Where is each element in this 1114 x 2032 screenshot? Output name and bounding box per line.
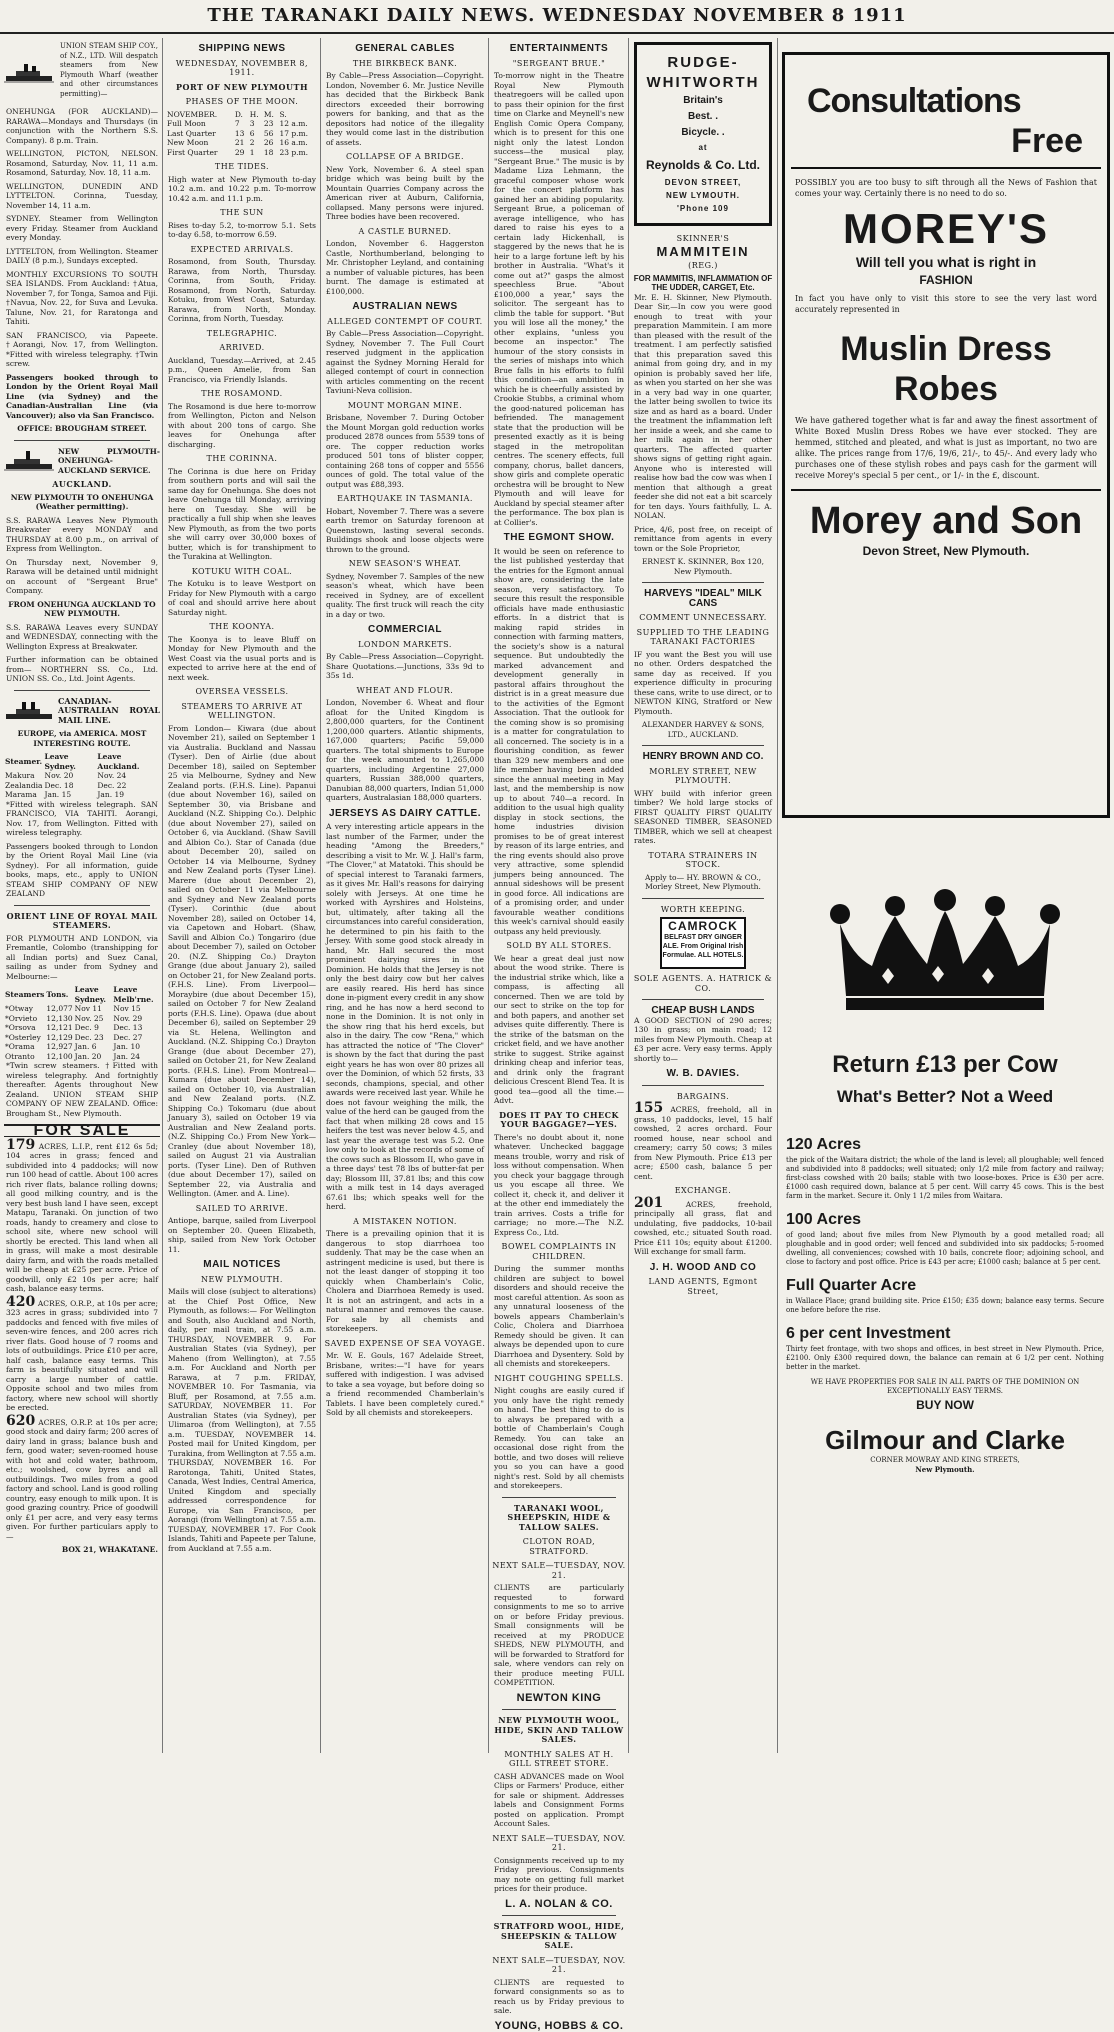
table-row: *Orvieto 12,130 Nov. 25 Nov. 29	[5, 1013, 143, 1023]
table-row: Makura Nov. 20 Nov. 24	[5, 771, 127, 780]
further-text: Further information can be obtained from— NORTHERN SS. Co., Ltd. UNION SS. Co., Ltd. Joint Agents.	[6, 655, 158, 683]
sale-box: BOX 21, WHAKATANE.	[61, 1545, 158, 1554]
tides-heading: THE TIDES.	[214, 162, 270, 171]
masthead: THE TARANAKI DAILY NEWS. WEDNESDAY NOVEMBER 8 1911	[0, 0, 1114, 34]
kotuku-text: The Kotuku is to leave Westport on Friday for New Plymouth with a cargo of coal and should arrive here about Saturday night.	[168, 579, 316, 617]
strat-next: NEXT SALE—TUESDAY, NOV. 21.	[492, 1955, 626, 1974]
table-row: *Osterley 12,129 Dec. 23 Dec. 27	[5, 1032, 143, 1042]
baggage-text: There's no doubt about it, none whatever. Unchecked baggage means trouble, worry and risk of loss without compensation. When you check your baggage through us you escape all three. We collect it, check it, and deliver it at the other end immediately the train arrives. Costs a trifle for carriage; no more.—The N.Z. Express Co., Ltd.	[494, 1132, 624, 1237]
morgan-heading: MOUNT MORGAN MINE.	[347, 400, 463, 410]
camrock-agents: SOLE AGENTS. A. HATRICK & CO.	[633, 974, 773, 993]
steamship-icon	[4, 700, 54, 722]
mammitein-price: Price, 4/6, post free, on receipt of remittance from agents in every town or the Sole Proprietor,	[634, 524, 772, 553]
harvey-title: HARVEYS "IDEAL" MILK CANS	[644, 588, 762, 609]
listing-text: the pick of the Waitara district; the whole of the land is level; all ploughable; well fenced and subdivided into 8 paddocks; well situated; only 1/2 mile from factory and railway; first-class cowshed with 20 bails; stable with two loose-boxes. Price is £30 per acre. £1000 cash required down, balance at 5 per cent. Will carry 45 cows. This is the best farm in the market. Secure it. Only 1 1/2 miles from Waitara.	[786, 1156, 1104, 1200]
notion-heading: A MISTAKEN NOTION.	[353, 1216, 457, 1226]
commercial-heading: COMMERCIAL	[368, 624, 442, 635]
office-text: OFFICE: BROUGHAM STREET.	[17, 424, 147, 433]
bridge-text: New York, November 6. A steel span bridge which was being built by the Mountain Quarries Company across the American river at Auburn, California, collapsed. Many persons were injured. Three bodies have been recovered.	[326, 164, 484, 221]
wool-sub: CLOTON ROAD, STRATFORD.	[522, 1537, 596, 1556]
moon-table: NOVEMBER. D. H. M. S. Full Moon 7 3 23 12 a.m. Last Quarter 13 6 56 17 p.m. New Moon 21 2 26 16 a.m. First Quarter 29 1 18 23 p.m.	[166, 110, 318, 158]
sailed-text: Antiope, barque, sailed from Liverpool on September 20. Queen Elizabeth, ship, sailed from New York October 11.	[168, 1216, 316, 1254]
column-shipping-ads	[4, 38, 160, 1753]
totara-text: TOTARA STRAINERS IN STOCK.	[648, 850, 758, 869]
mail-text: Mails will close (subject to alterations) at the Chief Post Office, New Plymouth, as follows:— For Wellington and South, also Auckland and North, daily, per mail train, at 7.55 a.m. THURSDAY, NOVEMBER 9. For Australian States (via Sydney), per Maheno (from Wellington), at 7.55 a.m. For Auckland and North per Rarawa, at 7 p.m. FRIDAY, NOVEMBER 10. For Tasmania, via Bluff, per Rosamond, at 7.55 a.m. SATURDAY, NOVEMBER 11. For Australian States (via Sydney), per Ulimaroa (from Wellington), at 7.55 a.m. TUESDAY, NOVEMBER 14. Posted mail for United Kingdom, per Turakina, from Wellington at 7.55 a.m. THURSDAY, NOVEMBER 16. For Rarotonga, Tahiti, United States, Canada, West Indies, Central America, United Kingdom and specially addressed correspondence for Europe, via San Francisco, per Aorangi (from Wellington) at 7.55 a.m. TUESDAY, NOVEMBER 17. For Cook Islands, Tahiti and Papeete per Talune, from Auckland at 7.55 a.m.	[168, 1287, 317, 1553]
rw-line: Bicycle. .	[681, 127, 725, 138]
column-rule	[777, 38, 778, 1753]
arrived-text: Auckland, Tuesday.—Arrived, at 2.45 p.m., Queen Amelie, from San Francisco, via Friendly Islands.	[168, 355, 316, 384]
canadian-block	[4, 697, 160, 726]
orient-title: ORIENT LINE OF ROYAL MAIL STEAMERS.	[6, 910, 158, 930]
rarawa-text: S.S. RARAWA Leaves New Plymouth Breakwater every MONDAY and THURSDAY at 8.00 p.m., on arrival of Express from Wellington.	[6, 515, 158, 553]
wellington-text: WELLINGTON, PICTON, NELSON. Rosamond, Saturday, Nov. 11, 11 a.m. Rosamond, Saturday, Nov. 18, 11 a.m.	[6, 149, 158, 177]
table-row: Full Moon 7 3 23 12 a.m.	[167, 119, 308, 128]
rw-dealer: Reynolds & Co. Ltd.	[646, 158, 760, 172]
lyttelton-text: LYTTELTON, from Wellington. Steamer DAILY (8 p.m.), Sundays excepted.	[6, 246, 158, 265]
bush-lands-text: A GOOD SECTION of 290 acres; 130 in grass; on main road; 12 miles from New Plymouth. Cheap at £3 per acre. Very easy terms. Apply shortly to—	[634, 1015, 772, 1063]
arrivals-text: Rosamond, from South, Thursday. Rarawa, from North, Thursday. Corinna, from South, Friday. Rosamond, from North, Saturday. Kotuku, from West Coast, Saturday. Rarawa, from North, Monday. Corinna, from North, Tuesday.	[168, 257, 316, 323]
mammitein-proprietor: ERNEST K. SKINNER, Box 120, New Plymouth.	[641, 557, 765, 576]
bargain-number: 155	[634, 1100, 664, 1116]
mammitein-for: FOR MAMMITIS, INFLAMMATION OF THE UDDER, CARGET, Etc.	[633, 273, 773, 292]
rw-address: NEW LYMOUTH.	[666, 191, 740, 200]
cough-heading: NIGHT COUGHING SPELLS.	[494, 1373, 624, 1383]
egmont-heading: THE EGMONT SHOW.	[503, 532, 615, 543]
gathered-text: We have gathered together what is far and away the finest assortment of White Boxed Muslin Dress Robes we have ever stocked. They are hemmed, stitched and pleated, and what is just as important, no two are alike. The prices range from 17/6, 19/6, 21/-, to 45/-. And every lady who purchases one of these stylish robes and pays cash for the garment will receive Morey's special 5 per cent., or 1/- in the £, discount.	[795, 416, 1097, 480]
orient-table: Steamers Tons. Leave Sydney. Leave Melb'rne. *Otway 12,077 Nov 11 Nov 15 *Orvieto 12,130 Nov. 25 Nov. 29 *Orsova 12,121 Dec. 9 Dec. 13 *Osterley 12,129 Dec. 23 Dec. 27 *Orama 12,927 Jan. 6 Jan. 10 Otranto 12,100 Jan. 20 Jan. 24	[4, 985, 160, 1061]
column-ads	[632, 38, 774, 1753]
general-cables-heading: GENERAL CABLES	[355, 43, 455, 54]
tides-text: High water at New Plymouth to-day 10.2 a.m. and 10.22 p.m. To-morrow 10.42 a.m. and 11.1 p.m.	[168, 174, 316, 203]
canadian-pass: Passengers booked through to London by the Orient Royal Mail Line (via Sydney). For all information, guide books, maps, etc., apply to UNION STEAM SHIP COMPANY OF NEW ZEALAND	[6, 841, 158, 898]
koonya-text: The Koonya is to leave Bluff on Monday for New Plymouth and the West Coast via the usual ports and is expected to arrive here at the end of next week.	[168, 634, 316, 682]
canadian-title: CANADIAN-AUSTRALIAN ROYAL MAIL LINE.	[58, 695, 160, 725]
castle-text: London, November 6. Haggerston Castle, Northumberland, belonging to Mr. Christopher Leyland, and containing a number of valuable pictures, has been burnt. The damage is estimated at £100,000.	[326, 239, 484, 296]
oversea-sub: STEAMERS TO ARRIVE AT WELLINGTON.	[181, 701, 303, 720]
dateline: WEDNESDAY, NOVEMBER 8, 1911.	[175, 58, 309, 77]
bargain-number: 201	[634, 1194, 664, 1211]
brue-heading: "SERGEANT BRUE."	[512, 58, 606, 68]
column-display-ads	[782, 38, 1108, 1753]
listing-text: of good land; about five miles from New Plymouth by a good metalled road; all ploughable and in good order; well fenced and subdivided into six paddocks; 5-roomed dwelling, all conveniences; cowshed with 10 bails, concrete floor; adjoining school, and close to factory and post office. Price is £43 per acre; £1000 cash; balance at 5 per cent.	[786, 1231, 1104, 1266]
table-row: Marama Jan. 15 Jan. 19	[5, 790, 125, 799]
steamship-icon	[4, 450, 54, 472]
bush-lands-title: CHEAP BUSH LANDS	[651, 1005, 755, 1016]
egmont-text: It would be seen on reference to the list published yesterday that the entries for the Egmont annual show are, considering the late season, very satisfactory. To secure this result the responsible officials have made enthusiastic efforts. In a district that is making rapid strides in connection with farming matters, the society's show is a natural sequence. But undoubtedly the marked advancement and development generally in pastoral affairs throughout the district is in a great measure due to the activities of the Egmont Association. That the outlook for the coming show is so promising is a matter for congratulation to all concerned. The society is in a flourishing condition, as fewer than 329 new members and one life member having been added since the annual meeting in May last, and the membership is now up to about 740—a record. In addition to the usual high quality display in stock sections, the home industries division promises to be of great interest by reason of its large entries, and the ring events should also prove very attractive, some splendid jumpers being announced. The annual sideshows will be present in good force. All indications are of a promising order, and under favourable weather conditions this week's carnival should easily outpass any held previously.	[494, 546, 624, 936]
contempt-text: By Cable—Press Association—Copyright. Sydney, November 7. The Full Court reserved judgment in the application against the Sydney Morning Herald for alleged contempt of court in connection with articles commenting on the recent Taviuni-Neva collision.	[326, 329, 484, 395]
quake-text: Hobart, November 7. There was a severe earth tremor on Saturday forenoon at Queenstown, lasting several seconds. Buildings shook and loose objects were thrown to the ground.	[326, 506, 484, 554]
wool-heading: TARANAKI WOOL, SHEEPSKIN, HIDE & TALLOW SALES.	[507, 1502, 611, 1532]
sun-text: Rises to-day 5.2, to-morrow 5.1. Sets to-day 6.58, to-morrow 6.59.	[168, 220, 316, 239]
sale-420-text: ACRES, O.R.P., at 10s per acre; 323 acres in grass; subdivided into 7 paddocks and fenced with five miles of seven-wire fences, and 200 acres rich river flats. Good house of 7 rooms and lots of outbuildings. Price £10 per acre, half cash, balance easy terms. This farm is beautifully situated and will carry a large number of cattle. Opposite school and two miles from factory, where new school will shortly be erected.	[6, 1298, 159, 1412]
mail-sub: NEW PLYMOUTH.	[201, 1274, 283, 1284]
bargain-155-text: ACRES, freehold, all in grass, 10 paddocks, level, 15 half cowshed, 2 acres orchard. Four roomed house, near school and creamery; carry 50 cows; 3 miles from New Plymouth. Price £13 per acre; £500 cash, balance 5 per cent.	[634, 1105, 772, 1181]
np-onehunga-title: NEW PLYMOUTH-ONEHUNGA-AUCKLAND SERVICE.	[58, 446, 160, 475]
arrivals-heading: EXPECTED ARRIVALS.	[190, 244, 294, 254]
table-row: Otranto 12,100 Jan. 20 Jan. 24	[5, 1051, 140, 1061]
devon-street: Devon Street, New Plymouth.	[862, 544, 1030, 558]
shipping-news-heading: SHIPPING NEWS	[198, 43, 286, 54]
for-sale-heading: FOR SALE	[4, 1124, 160, 1137]
muslin-title: Muslin Dress Robes	[840, 330, 1052, 408]
union-intro: UNION STEAM SHIP COY., of N.Z., LTD. Will despatch steamers from New Plymouth Wharf (weather and other circumstances permitting)—	[60, 42, 158, 98]
strat-heading: STRATFORD WOOL, HIDE, SHEEPSKIN & TALLOW SALE.	[493, 1921, 625, 1950]
table-row: *Orama 12,927 Jan. 6 Jan. 10	[5, 1042, 140, 1051]
morey-ad	[782, 52, 1110, 818]
baggage-heading: DOES IT PAY TO CHECK YOUR BAGGAGE?—YES.	[499, 1109, 619, 1129]
seasick-heading: SAVED EXPENSE OF SEA VOYAGE.	[324, 1338, 486, 1348]
nolan-name: L. A. NOLAN & CO.	[505, 1897, 613, 1910]
listing-title: 100 Acres	[786, 1211, 862, 1228]
free-title: Free	[1011, 122, 1083, 160]
port-heading: PORT OF NEW PLYMOUTH	[176, 81, 308, 92]
arrived-heading: ARRIVED.	[219, 343, 265, 352]
castle-heading: A CASTLE BURNED.	[358, 226, 452, 236]
fashion-text: FASHION	[919, 273, 973, 287]
cough-text: Night coughs are easily cured if you only have the right remedy on hand. The best thing to do is to always be prepared with a bottle of Chamberlain's Cough Remedy. You can take an occasional dose right from the bottle, and two doses will relieve you so you can have a good night's rest. Sold by all chemists and storekeepers.	[494, 1386, 624, 1490]
henry-brown-address: MORLEY STREET, NEW PLYMOUTH.	[649, 766, 757, 785]
rarawa-note: On Thursday next, November 9, Rarawa will be detained until midnight on account of "Sergeant Brue" Company.	[6, 557, 158, 595]
mail-notices-heading: MAIL NOTICES	[203, 1259, 281, 1270]
gilmour-listings	[786, 1126, 1104, 1474]
wheat-flour-heading: WHEAT AND FLOUR.	[356, 685, 454, 695]
table-row: *Otway 12,077 Nov 11 Nov 15	[5, 1004, 141, 1013]
jerseys-text: A very interesting article appears in the last number of the Farmer, under the heading "Among the Breeders," describing a visit to Mr. W. J. Hall's farm, "The Clover," at Matatoki. This should be of special interest to Taranaki farmers, as it gives Mr. Hall's reasons for dairying solely with Jerseys. At one time he worked with Ayrshires and Holsteins, but, ultimately, after taking all the circumstances into careful consideration, he determined to pin his faith to the Jersey. With some good stock already in hand, Mr. Hall secured the most prominent dairying sires in the Dominion. He holds that the Jersey is not only the best dairy cow but her calves are easily reared. His herd has since done in-pigment every credit in any show ring, and he has now a herd second to none in the Dominion. It is not only in the show ring that his herd excels, but also in the dairy. The cow "Rena," which has attracted the notice of "The Clover" is shown by the fact that during the past eight years he has won over 80 prizes all over the Dominion, of which 52 firsts, 33 seconds, champions, special, and other awards were received last year. While he does not favour weighing the milk, the value of the herd can be gauged from the fact that when milking 28 cows and 15 heifers the test was never below 4.5, and last year the average test was 5.2. One low only to look at the records of some of the cows such as Blossom II, who gave in a three days' test 78 lbs of butter-fat per day; Blossom III, 37.81 lbs; and this cow with a milk test in 14 days averaged 67.61 lbs; which speaks well for the herd.	[326, 822, 484, 1211]
sale-620-text: ACRES, O.R.P. at 10s per acre; good stock and dairy farm; 200 acres of dairy land in grass; balance bush and fern, good water; seven-roomed house with hot and cold water, bathroom, etc.; woolshed, cow byres and all outbuildings. Two miles from a good factory and school. Land is good rolling country, easy enough to milk upon. It is good grazing country. Price of goodwill only £1 per acre, and very easy terms given. For further particulars apply to—	[6, 1417, 158, 1541]
table-row: Zealandia Dec. 18 Dec. 22	[5, 780, 127, 790]
sale-number: 420	[6, 1293, 36, 1310]
rosamond-heading: THE ROSAMOND.	[201, 389, 283, 398]
sun-heading: THE SUN	[220, 208, 264, 217]
table-row: New Moon 21 2 26 16 a.m.	[167, 138, 308, 147]
koonya-heading: THE KOONYA.	[209, 622, 275, 631]
jerseys-heading: JERSEYS AS DAIRY CATTLE.	[328, 807, 482, 819]
oversea-text: From London— Kiwara (due about November 21), sailed on September 1 via Australia. Buckland and Nassau (Tyser). Den of Airlie (due about December 18), sailed on September 25 via Melbourne, Sydney and New Zealand ports. (F.H.S. Line). Papanui (due about November 16), sailed on September 30, via Brisbane and Auckland (N.Z. Shipping Co.). Delphic (due about November 27), sailed on October 6, via Auckland. (Shaw Savill and Albion Co.). Star of Canada (due about December 20), sailed on October 14 via Melbourne, Sydney and New Zealand ports (Tyser Line). Marere (due about December 2), sailed on October 11 via Melbourne and Sydney and New Zealand ports (Tyser). Corinthic (due about November 28), sailed on October 14, via Capetown and Hobart. (Shaw, Savill and Albion Co.) Tongariro (due about December 7), sailed on October 20. (N.Z. Shipping Co.) Drayton Grange (due about January 2), sailed on October 21, for New Zealand ports. (F.H.S. Line). From Liverpool— Moraybire (due about December 15), sailed on October 7 for New Zealand ports (F.H.S. Line). Opawa (due about December 6), sailed on September 29 via St. Helena, Wellington and Auckland. (N.Z. Shipping Co.) Drayton Grange (due about December 27), sailed on October 21, for New Zealand ports. (F.H.S. Line). From Montreal— Kumara (due about December 14), sailed on October 10, via Australian and New Zealand ports. (N.Z. Shipping Co.) Tokomaru (due about January 3), sailed on October 19 via Australian and New Zealand ports. (N.Z. Shipping Co.) From New York— Cranley (due about November 18), sailed on August 21 via Australian ports. (Tyser Line). Den of Ruthven (due about December 17), sailed on September 22, via Australia and Wellington. (Amer. and A. Line).	[168, 723, 316, 1198]
young-hobbs: YOUNG, HOBBS & CO.	[494, 2019, 624, 2032]
column-shipping-news	[166, 38, 318, 1753]
table-row: Last Quarter 13 6 56 17 p.m.	[167, 128, 309, 138]
rw-address: DEVON STREET,	[664, 178, 742, 187]
harvey-supplied: SUPPLIED TO THE LEADING TARANAKI FACTORIES	[636, 627, 770, 646]
sold-text: We hear a great deal just now about the wood strike. There is the industrial strike which, like a compass, is affecting all concerned. Then we are told by our sect to strike on the top for and both papers, and another set advises quite differently. There is the strike of the batsman on the cricket field, and we have another strike to suggest. Strike against drinking cheap and inferior teas, and drink only the fragrant delicious Crescent Blend Tea. It is good tea—good all the time.—Advt.	[494, 953, 624, 1105]
steamship-icon	[4, 62, 54, 84]
rw-title: RUDGE-WHITWORTH	[646, 54, 760, 91]
phases-heading: PHASES OF THE MOON.	[185, 97, 299, 106]
npwool-sub: MONTHLY SALES AT H. GILL STREET STORE.	[504, 1749, 614, 1768]
listing-text: in Wallace Place; grand building site. Price £150; £35 down; balance easy terms. Secure one before before the rise.	[786, 1297, 1104, 1314]
npwool-text: CASH ADVANCES made on Wool Clips or Farmers' Produce, either for sale or shipment. Addresses labels and Consignment Forms posted on application. Prompt Account Sales.	[494, 1771, 624, 1828]
dunedin-text: WELLINGTON, DUNEDIN AND LYTTELTON. Corinna, Tuesday, November 14, 11 a.m.	[6, 181, 158, 210]
skinner-head: SKINNER'S	[676, 234, 730, 243]
exchange-title: EXCHANGE.	[674, 1186, 732, 1195]
orient-note: *Twin screw steamers. †Fitted with wireless telegraphy. And fortnightly thereafter. Agents throughout New Zealand. UNION STEAM SHIP COMPANY OF NEW ZEALAND. Office: Brougham St., New Plymouth.	[6, 1061, 158, 1118]
australian-news-heading: AUSTRALIAN NEWS	[352, 301, 458, 312]
quake-heading: EARTHQUAKE IN TASMANIA.	[337, 494, 473, 503]
birkbeck-text: By Cable—Press Association—Copyright. London, November 6. Mr. Justice Neville has decided that the Birkbeck Bank directors exceeded their borrowing powers for banking, and that as the depositors had notice of the illegality they would come last in the distribution of assets.	[326, 71, 484, 147]
wheat-text: Sydney, November 7. Samples of the new season's wheat, which have been received in Sydney, are of excellent quality. The first truck will reach the city in a day or two.	[326, 571, 484, 619]
markets-heading: LONDON MARKETS.	[358, 639, 452, 649]
bridge-heading: COLLAPSE OF A BRIDGE.	[345, 152, 465, 161]
np-to-onehunga: NEW PLYMOUTH TO ONEHUNGA (Weather permitting).	[10, 492, 154, 511]
listing-title: Full Quarter Acre	[786, 1277, 917, 1294]
crown-icon	[782, 886, 1108, 1036]
oversea-heading: OVERSEA VESSELS.	[195, 687, 289, 696]
excursions-text: MONTHLY EXCURSIONS TO SOUTH SEA ISLANDS. From Auckland: †Atua, November 7, for Tonga, Samoa and Fiji. †Navua, Nov. 22, for Suva and Levuka. Talune, Nov. 21, for Raratonga and Tahiti.	[6, 269, 158, 326]
bargains-title: BARGAINS.	[676, 1091, 730, 1101]
wheat-heading: NEW SEASON'S WHEAT.	[348, 559, 462, 568]
contempt-heading: ALLEGED CONTEMPT OF COURT.	[327, 316, 483, 326]
listing-title: 6 per cent Investment	[786, 1325, 951, 1342]
column-rule	[488, 38, 489, 1753]
return-per-cow: Return £13 per Cow	[832, 1051, 1058, 1078]
properties-text: WE HAVE PROPERTIES FOR SALE IN ALL PARTS OF THE DOMINION ON EXCEPTIONALLY EASY TERMS.	[810, 1378, 1080, 1395]
markets-text: By Cable—Press Association—Copyright. Share Quotations.—Junctions, 33s 9d to 35s 1d.	[326, 652, 484, 680]
wool-next: NEXT SALE—TUESDAY, NOV. 21.	[492, 1561, 626, 1580]
telegraphic-heading: TELEGRAPHIC.	[206, 328, 278, 338]
hwood-sub: LAND AGENTS, Egmont Street,	[648, 1277, 758, 1296]
sale-number: 179	[6, 1136, 36, 1153]
np-onehunga-sub: AUCKLAND.	[52, 479, 112, 489]
mammitein-letter: Mr. E. H. Skinner, New Plymouth. Dear Sir,—In cow you were good enough to treat with your preparation Mammitein. I am more than pleased with the result of the treatment. I am perfectly satisfied that this preparation saved this animal from going dry, and in my opinion is probably saved her life, as when you started on her she was in a very bad way in one quarter, the latter being swollen to twice its size and as hard as a board. Under the treatment the inflammation left her inside a week, and she came to her milk again in her other quarters. The affected quarter shows signs of getting right again. Anyone who is interested will realise how bad the cow was when I mention that although a great feeder she did not eat a bit scarcely for ten days. Yours faithfully, L. A. NOLAN.	[634, 292, 772, 520]
mammitein-reg: (REG.)	[688, 261, 718, 270]
sailed-heading: SAILED TO ARRIVE.	[195, 1203, 289, 1213]
column-entertainments	[492, 38, 626, 2032]
rw-line: Britain's	[683, 95, 723, 106]
gilmour-town: New Plymouth.	[915, 1465, 975, 1474]
npwool-next: NEXT SALE—TUESDAY, NOV. 21.	[492, 1833, 626, 1852]
brue-text: To-morrow night in the Theatre Royal New Plymouth theatregoers will be called upon to pass their opinion for the first time on Clarke and Meynell's new English Comic Opera Company, which is to present for this one night only the latest London success—the musical play, "Sergeant Brue." The music is by Madame Liza Lehmann, the graceful composer whose work for the concert platform has gained her an abiding popularity. Sergeant Brue, a policeman of average intelligence, who has dared to raise his eyes to a certain lady Hickenhall, is staggered by the news that he is heir to a large fortune left by his brother in Australia. "What's it come out at?" gasps the almost speechless Brue. "About £100,000 a year," says the solicitor. The sergeant has to climb the table for support. "But you will lose all the money," the other explains, "unless you become an inspector." The humour of the story consists in the series of mishaps into which Brue falls in his efforts to fulfil this condition—an ambition in which he is cheerfully assisted by Crookie Stubbs, a criminal whom the good-natured policeman has befriended. The management state that the production will be presented exactly as it is being staged in the metropolitan centres. The scenery effects, full company, chorus, ballet dancers, show girls and complete operatic orchestra will be brought to New Plymouth and will leave for Auckland by special steamer after the performance. The box plan is at Collier's.	[494, 71, 624, 527]
listing-title: 120 Acres	[786, 1136, 862, 1153]
table-row: *Orsova 12,121 Dec. 9 Dec. 13	[5, 1023, 143, 1032]
wool-text: CLIENTS are particularly requested to forward consignments to me so to arrive on or before Friday previous. Small consignments will be received at my PRODUCE SHEDS, NEW PLYMOUTH, and will be forwarded to Stratford for sale, where vendors can rely on their produce meeting FULL COMPETITION.	[494, 1583, 624, 1687]
henry-brown-text: WHY build with inferior green timber? We hold large stocks of FIRST QUALITY FIRST QUALITY SEASONED TIMBER, SEASONED TIMBER, which we sell at cheapest rates.	[634, 788, 772, 845]
sydney-text: SYDNEY. Steamer from Wellington every Friday. Steamer from Auckland every Monday.	[6, 214, 158, 242]
bargain-201-text: ACRES, freehold, principally all grass, flat and undulating, five paddocks, 10-bail cowshed, etc.; situated South road. Price £11 10s; equity about £1200. Will exchange for small farm.	[634, 1199, 772, 1256]
canadian-table: Steamer. Leave Sydney. Leave Auckland. Makura Nov. 20 Nov. 24 Zealandia Dec. 18 Dec. 22 Marama Jan. 15 Jan. 19	[4, 752, 160, 800]
rw-at: at	[698, 143, 708, 152]
birkbeck-heading: THE BIRKBECK BANK.	[352, 58, 458, 68]
newton-king: NEWTON KING	[516, 1691, 602, 1704]
possibly-text: POSSIBLY you are too busy to sift through all the News of Fashion that comes your way. Certainly there is no need to do so.	[795, 178, 1097, 198]
whats-better: What's Better? Not a Weed	[836, 1087, 1054, 1106]
sold-heading: SOLD BY ALL STORES.	[506, 941, 612, 950]
morey-title: MOREY'S	[842, 205, 1049, 252]
canadian-sub: EUROPE, via AMERICA. MOST INTERESTING ROUTE.	[17, 729, 147, 748]
consultations-title: Consultations	[807, 82, 1021, 120]
canadian-note: *Fitted with wireless telegraph. SAN FRANCISCO, VIA TAHITI. Aorangi, Nov. 17, from Wellington. Fitted with wireless telegraphy.	[6, 799, 158, 837]
worth-keeping: WORTH KEEPING.	[660, 904, 746, 914]
buy-now: BUY NOW	[916, 1398, 974, 1412]
bowel-text: During the summer months children are subject to bowel disorders and should receive the most careful attention. As soon as any unnatural looseness of the bowels appears Chamberlain's Colic, Cholera and Diarrhoea Remedy should be given. It can always be depended upon to cure Diarrhoea and Dysentery. Sold by all chemists and storekeepers.	[494, 1264, 624, 1368]
corinna-heading: THE CORINNA.	[206, 454, 278, 463]
camrock-logo	[660, 917, 746, 969]
sf-text: SAN FRANCISCO, via Papeete. †Aorangi, Nov. 17, from Wellington. *Fitted with wireless telegraphy. †Twin screw.	[6, 330, 158, 368]
harvey-company: ALEXANDER HARVEY & SONS, LTD., AUCKLAND.	[641, 720, 765, 739]
kotuku-heading: KOTUKU WITH COAL.	[191, 566, 293, 576]
npwool-heading: NEW PLYMOUTH WOOL, HIDE, SKIN AND TALLOW SALES.	[494, 1715, 624, 1744]
harvey-text: IF you want the Best you will use no other. Orders despatched the same day as received. If you experience difficulty in procuring these cans, write to use direct, or to NEWTON KING, Stratford or New Plymouth.	[634, 649, 772, 716]
rudge-whitworth-ad	[634, 42, 772, 226]
orient-body: FOR PLYMOUTH AND LONDON, via Fremantle, Colombo (transhipping for all Indian ports) and Suez Canal, sailing as under from Sydney and Melbourne:—	[6, 933, 158, 981]
table-row: First Quarter 29 1 18 23 p.m.	[167, 147, 309, 157]
infact-text: In fact you have only to visit this store to see the very last word accurately represented in	[795, 294, 1097, 314]
rarawa2-text: S.S. RARAWA Leaves every SUNDAY and WEDNESDAY, connecting with the Wellington Express at Breakwater.	[6, 622, 158, 651]
wheat-flour-text: London, November 6. Wheat and flour afloat for the United Kingdom is 2,800,000 quarters, for the Continent 1,200,000 quarters. Atlantic shipments, 167,000 quarters; Pacific 59,000 quarters. The total shipments to Europe for the week amounted to 1,265,000 quarters, including Argentine 27,000 quarters, Russian 388,000 quarters, Danubian 88,000 quarters, Indian 51,000 quarters, Australasian 188,000 quarters.	[326, 698, 484, 802]
onehunga-service-block	[4, 447, 160, 476]
henry-brown-title: HENRY BROWN AND CO.	[642, 751, 764, 762]
harvey-sub: COMMENT UNNECESSARY.	[639, 613, 767, 622]
camrock-brand: CAMROCK	[668, 919, 738, 933]
rw-phone: 'Phone 109	[677, 204, 729, 213]
bowel-heading: BOWEL COMPLAINTS IN CHILDREN.	[501, 1242, 617, 1261]
rw-line: Best. .	[687, 111, 718, 122]
morgan-text: Brisbane, November 7. During October the Mount Morgan gold reduction works produced 2878 ounces from 5539 tons of ore. The copper reduction works produced 501 tons of blister copper, containing 268 tons of copper and 5556 ounces of gold. The total value of the output was £88,393.	[326, 413, 484, 489]
gilmour-clarke-title: Gilmour and Clarke	[825, 1425, 1065, 1455]
davies-name: W. B. DAVIES.	[666, 1068, 740, 1079]
sale-number: 620	[6, 1412, 36, 1429]
camrock-text: BELFAST DRY GINGER ALE. From Original Irish Formulae. ALL HOTELS.	[662, 934, 744, 959]
passengers-text: Passengers booked through to London by the Orient Royal Mail Line (via Sydney) and the Canadian-Australian Line (via Vancouver); also via San Francisco.	[6, 372, 158, 420]
column-rule	[628, 38, 629, 1753]
from-onehunga: FROM ONEHUNGA AUCKLAND TO NEW PLYMOUTH.	[8, 599, 156, 618]
column-cables	[324, 38, 486, 1753]
morey-son-title: Morey and Son	[809, 500, 1083, 542]
union-company-block	[4, 42, 160, 103]
rosamond-text: The Rosamond is due here to-morrow from Wellington, Picton and Nelson with about 200 tons of cargo. She leaves for Onehunga after discharging.	[168, 401, 316, 449]
npwool2-text: Consignments received up to my Friday previous. Consignments may note on getting full market prices for their produce.	[494, 1855, 624, 1893]
listing-text: Thirty feet frontage, with two shops and offices, in best street in New Plymouth. Price, £2100. Only £300 required down, the balance can remain at 6 1/2 per cent. Nothing better in the market.	[786, 1345, 1104, 1371]
mammitein-title: MAMMITEIN	[656, 243, 750, 259]
sale-179-text: ACRES, L.I.P., rent £12 6s 5d; 104 acres in grass; fenced and subdivided into 4 paddocks; will now run 100 head of cattle. About 100 acres rich river flats, balance rolling downs; all good milking country, and is the very best bush land I have seen, except Matapu, Taranaki. On junction of two roads, handy to creamery and close to school site, where new school will shortly be erected. This land when all in grass, will make a most desirable dairy farm, and with the roads metalled will be cheap at £25 per acre. Price of goodwill, only £2 10s per acre; half cash, balance easy terms.	[6, 1141, 158, 1293]
entertainments-heading: ENTERTAINMENTS	[509, 43, 609, 54]
hwood-name: J. H. WOOD AND CO	[649, 1261, 757, 1273]
seasick-text: Mr. W. E. Gouls, 167 Adelaide Street, Brisbane, writes:—"I have for years suffered with indigestion. I was advised to take a sea voyage, but before doing so a friend recommended Chamberlain's Tablets. I have been completely cured." Sold by all chemists and storekeepers.	[326, 1351, 484, 1417]
column-rule	[320, 38, 321, 1753]
corinna-text: The Corinna is due here on Friday from southern ports and will sail the same day for Onehunga. She does not leave Onehunga till Monday, arriving here on Tuesday. She will be practically a full ship when she leaves New Plymouth, as from the two ports she will carry over 30,000 boxes of butter, which is for transhipment to the Turakina at Wellington.	[168, 466, 316, 561]
notion-text: There is a prevailing opinion that it is dangerous to stop diarrhoea too suddenly. That may be the case when an astringent medicine is used, but there is not the least danger of stopping it too quickly when Chamberlain's Colic, Cholera and Diarrhoea Remedy is used. It is not an astringent, and acts in a natural manner and removes the cause. For sale by all chemists and storekeepers.	[326, 1229, 484, 1333]
tell-text: Will tell you what is right in	[855, 254, 1037, 270]
henry-brown-apply: Apply to— HY. BROWN & CO., Morley Street, New Plymouth.	[645, 872, 761, 891]
onehunga-text: ONEHUNGA (FOR AUCKLAND)—RARAWA—Mondays and Thursdays (in conjunction with the Northern S.S. Company). 8 p.m. Train.	[6, 107, 158, 145]
gilmour-address: CORNER MOWRAY AND KING STREETS,	[870, 1456, 1020, 1464]
strat-text: CLIENTS are requested to forward consignments so as to reach us by Friday previous to sale.	[494, 1977, 624, 2015]
column-rule	[162, 38, 163, 1753]
